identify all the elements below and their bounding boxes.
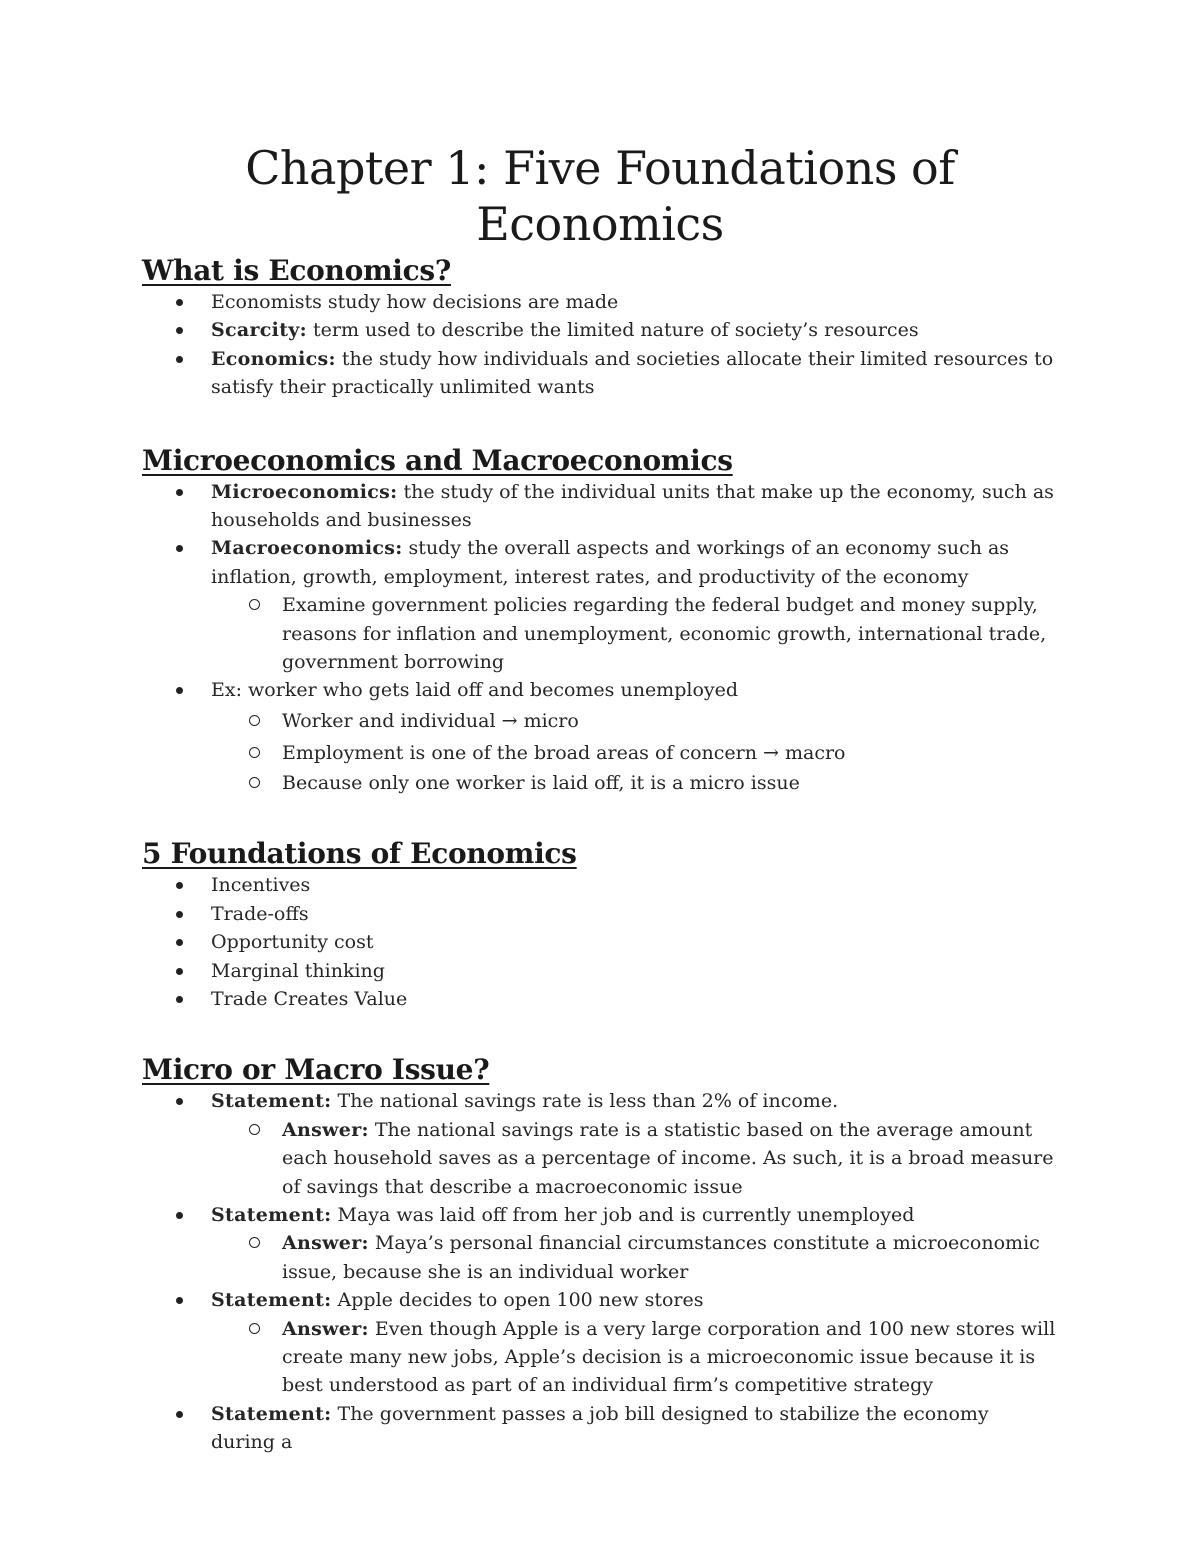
item-text: Maya was laid off from her job and is currently unemployed [331, 1203, 915, 1226]
list-item [142, 871, 1058, 899]
list-item [142, 676, 1058, 797]
bullet-list [142, 1087, 1058, 1456]
sub-list-item [142, 1229, 1058, 1286]
item-term: Scarcity: [211, 319, 307, 342]
list-item [142, 1087, 1058, 1201]
sub-bullet-list [211, 591, 1058, 676]
sub-bullet-list [211, 1315, 1058, 1400]
item-text: term used to describe the limited nature of society’s resources [306, 319, 919, 342]
item-term: Statement: [211, 1289, 332, 1312]
page-title [142, 140, 1058, 252]
circle-bullet-icon [249, 1237, 260, 1248]
bullet-list [142, 288, 1058, 402]
circle-bullet-icon [249, 747, 260, 758]
bullet-icon [176, 489, 183, 496]
bullet-icon [176, 911, 183, 918]
item-text: Ex: worker who gets laid off and becomes unemployed [211, 679, 739, 702]
list-item [142, 1286, 1058, 1400]
title-line-2: Economics [476, 197, 724, 251]
circle-bullet-icon [249, 715, 260, 726]
bullet-icon [176, 1297, 183, 1304]
circle-bullet-icon [249, 1124, 260, 1135]
sub-item-text: Because only one worker is laid off, it is a micro issue [282, 771, 800, 794]
list-item [142, 985, 1058, 1013]
sub-list-item [142, 737, 1058, 769]
bullet-icon [176, 939, 183, 946]
bullet-list [142, 871, 1058, 1013]
sub-item-text: Employment is one of the broad areas of concern → macro [282, 741, 846, 764]
section-heading: Microeconomics and Macroeconomics [142, 443, 733, 477]
sub-list-item [142, 769, 1058, 797]
item-text: The government passes a job bill designed to stabilize the economy during a [211, 1402, 989, 1454]
bullet-icon [176, 299, 183, 306]
sub-item-text: Maya’s personal financial circumstances constitute a microeconomic issue, because she is an individual worker [282, 1232, 1040, 1283]
title-line-1: Chapter 1: Five Foundations of [245, 141, 955, 195]
sub-item-term: Answer: [282, 1232, 369, 1255]
item-term: Macroeconomics: [211, 537, 403, 560]
circle-bullet-icon [249, 599, 260, 610]
section-five-foundations [142, 837, 1058, 1013]
section-heading: 5 Foundations of Economics [142, 837, 577, 871]
item-term: Microeconomics: [211, 480, 398, 503]
sub-bullet-list [211, 1116, 1058, 1201]
bullet-icon [176, 545, 183, 552]
sub-item-text: Worker and individual → micro [282, 709, 579, 732]
sub-list-item [142, 591, 1058, 676]
section-micro-macro [142, 444, 1058, 798]
sub-item-term: Answer: [282, 1317, 369, 1340]
item-text: Trade-offs [211, 902, 309, 925]
item-text: Opportunity cost [211, 931, 374, 954]
bullet-icon [176, 687, 183, 694]
item-term: Statement: [211, 1402, 332, 1425]
bullet-icon [176, 882, 183, 889]
sub-list-item [142, 705, 1058, 737]
section-what-is-economics [142, 254, 1058, 402]
item-text: Economists study how decisions are made [211, 291, 619, 313]
item-text: Incentives [211, 874, 311, 897]
section-micro-or-macro [142, 1053, 1058, 1456]
circle-bullet-icon [249, 777, 260, 788]
item-text: the study of the individual units that make up the economy, such as households and businesses [211, 480, 1054, 532]
item-text: Marginal thinking [211, 959, 385, 982]
bullet-icon [176, 1098, 183, 1105]
item-text: the study how individuals and societies allocate their limited resources to satisfy their practically unlimited wants [211, 347, 1054, 399]
list-item [142, 1201, 1058, 1286]
item-term: Economics: [211, 347, 336, 370]
bullet-icon [176, 996, 183, 1003]
list-item [142, 316, 1058, 344]
sub-bullet-list [211, 1229, 1058, 1286]
bullet-icon [176, 356, 183, 363]
list-item [142, 900, 1058, 928]
item-text: study the overall aspects and workings of an economy such as inflation, growth, employment, interest rates, and productivity of the economy [211, 537, 1010, 588]
item-text: The national savings rate is less than 2% of income. [331, 1090, 839, 1113]
list-item [142, 345, 1058, 402]
section-heading: What is Economics? [142, 254, 451, 287]
item-term: Statement: [211, 1090, 332, 1113]
list-item [142, 478, 1058, 535]
list-item [142, 534, 1058, 676]
sub-item-text: The national savings rate is a statistic based on the average amount each household saves as a percentage of income. As such, it is a broad measure of savings that describe a macroeconomic issue [282, 1118, 1054, 1198]
item-text: Apple decides to open 100 new stores [331, 1289, 704, 1312]
item-text: Trade Creates Value [211, 987, 408, 1010]
bullet-list [142, 478, 1058, 798]
list-item [142, 1400, 1058, 1457]
sub-item-text: Even though Apple is a very large corporation and 100 new stores will create many new jobs, Apple’s decision is a microeconomic issue because it is best understood as part of an individual firm’s competitive strategy [282, 1317, 1056, 1397]
bullet-icon [176, 327, 183, 334]
list-item [142, 288, 1058, 316]
sub-item-term: Answer: [282, 1118, 369, 1141]
bullet-icon [176, 968, 183, 975]
list-item [142, 928, 1058, 956]
circle-bullet-icon [249, 1323, 260, 1334]
bullet-icon [176, 1411, 183, 1418]
list-item [142, 957, 1058, 985]
sub-list-item [142, 1116, 1058, 1201]
section-heading: Micro or Macro Issue? [142, 1053, 490, 1087]
sub-bullet-list [211, 705, 1058, 797]
sub-list-item [142, 1315, 1058, 1400]
bullet-icon [176, 1212, 183, 1219]
item-term: Statement: [211, 1203, 332, 1226]
sub-item-text: Examine government policies regarding the federal budget and money supply, reasons for inflation and unemployment, economic growth, international trade, government borrowing [282, 594, 1047, 674]
